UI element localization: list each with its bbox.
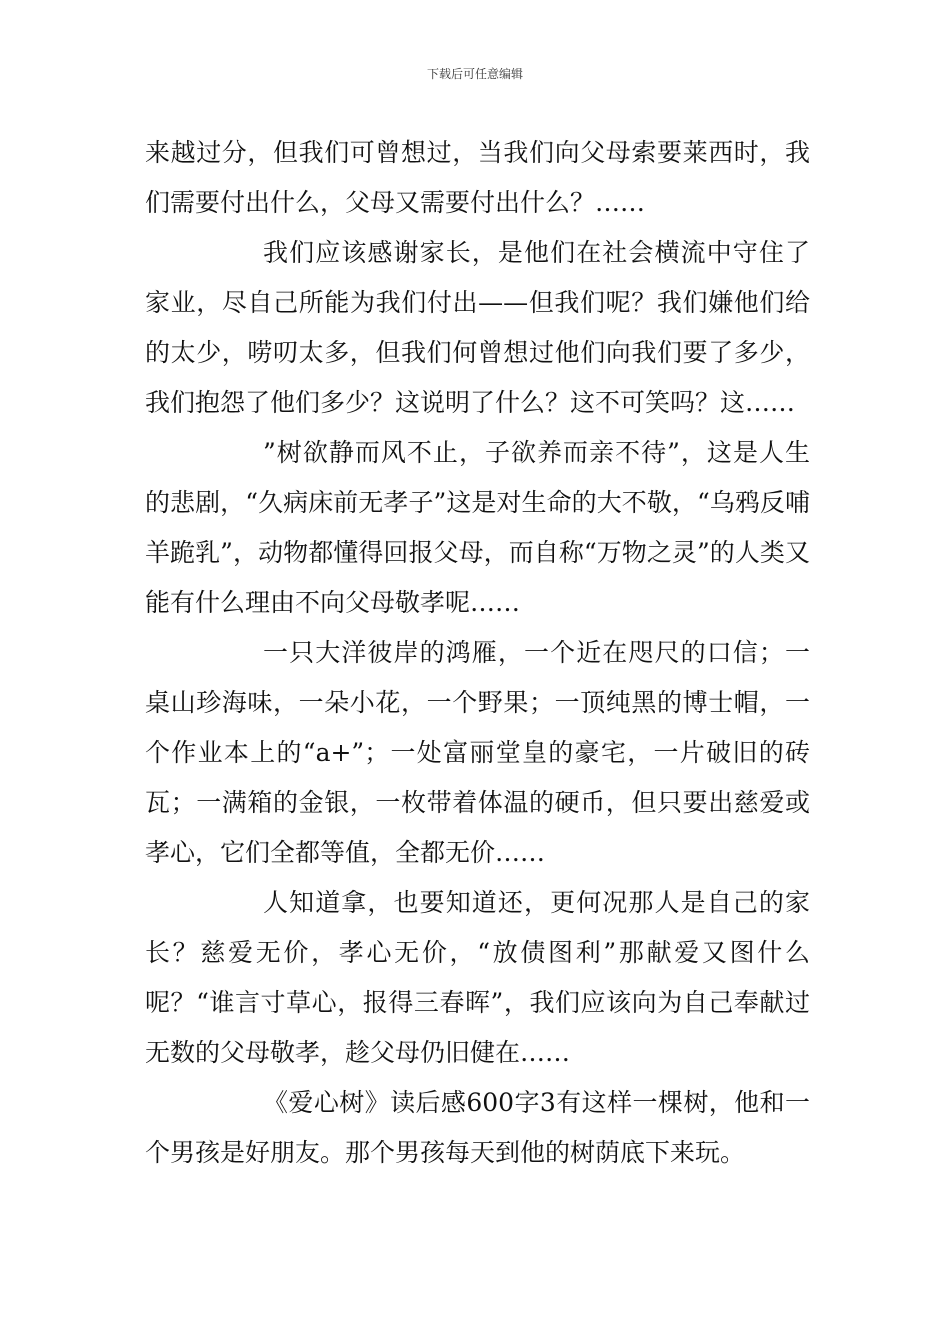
paragraph-1: 来越过分，但我们可曾想过，当我们向父母索要莱西时，我们需要付出什么，父母又需要付出什么？…… <box>145 138 810 217</box>
paragraph-3: ”树欲静而风不止，子欲养而亲不待”，这是人生的悲剧，“久病床前无孝子”这是对生命的大不敬，“乌鸦反哺羊跪乳”，动物都懂得回报父母，而自称“万物之灵”的人类又能有什么理由不向父母敬孝呢…… <box>145 438 810 617</box>
paragraph-6: 《爱心树》读后感600字3有这样一棵树，他和一个男孩是好朋友。那个男孩每天到他的树荫底下来玩。 <box>145 1088 810 1167</box>
page-header: 下载后可任意编辑 <box>426 67 523 81</box>
paragraph-4: 一只大洋彼岸的鸿雁，一个近在咫尺的口信；一桌山珍海味，一朵小花，一个野果；一顶纯黑的博士帽，一个作业本上的“a+”；一处富丽堂皇的豪宅，一片破旧的砖瓦；一满箱的金银，一枚带着体温的硬币，但只要出慈爱或孝心，它们全都等值，全都无价…… <box>145 638 810 867</box>
document-body <box>145 128 810 1178</box>
paragraph-5: 人知道拿，也要知道还，更何况那人是自己的家长？慈爱无价，孝心无价，“放债图利”那献爱又图什么呢？“谁言寸草心，报得三春晖”，我们应该向为自己奉献过无数的父母敬孝，趁父母仍旧健在…… <box>145 888 810 1067</box>
paragraph-2: 我们应该感谢家长，是他们在社会横流中守住了家业，尽自己所能为我们付出——但我们呢？我们嫌他们给的太少，唠叨太多，但我们何曾想过他们向我们要了多少，我们抱怨了他们多少？这说明了什么？这不可笑吗？这…… <box>145 238 810 417</box>
